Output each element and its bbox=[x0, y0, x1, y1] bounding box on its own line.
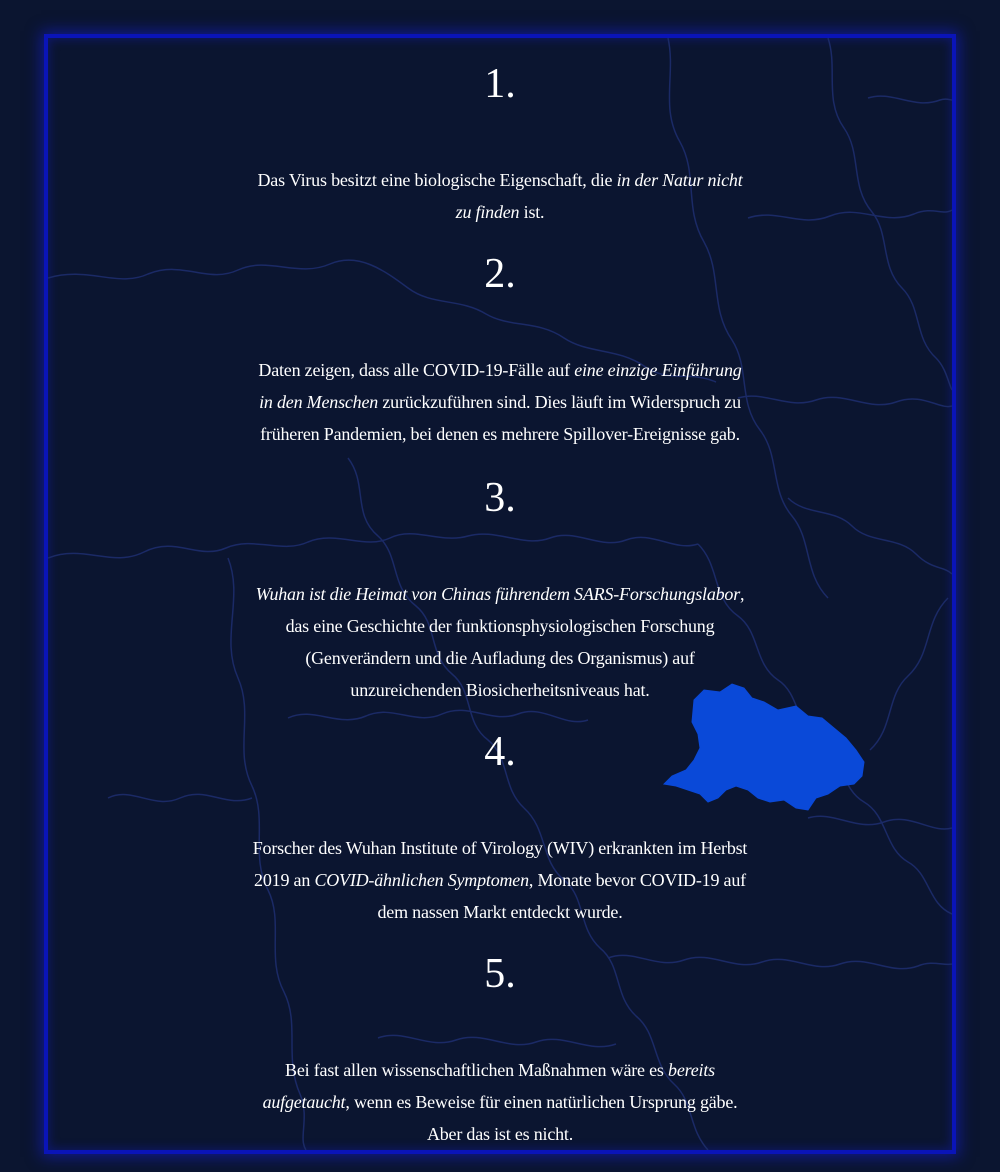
content-frame bbox=[44, 34, 956, 1154]
reason-number: 5. bbox=[484, 951, 516, 997]
text-segment: , wenn es Beweise für einen natürlichen Ursprung gäbe. Aber das ist es nicht. bbox=[345, 1092, 738, 1144]
emphasized-text: in der Natur nicht zu finden bbox=[455, 170, 743, 222]
reason-text bbox=[250, 354, 750, 450]
emphasized-text: Wuhan ist die Heimat von Chinas führendem SARS-Forschungslabor bbox=[255, 584, 741, 604]
reason-text bbox=[250, 1054, 750, 1150]
reason-item bbox=[48, 474, 952, 706]
text-segment: Das Virus besitzt eine biologische Eigenschaft, die bbox=[257, 170, 617, 190]
emphasized-text: COVID-ähnlichen Symptomen bbox=[314, 870, 529, 890]
text-segment: Daten zeigen, dass alle COVID-19-Fälle auf bbox=[258, 360, 575, 380]
reason-number: 3. bbox=[484, 475, 516, 521]
reason-number: 2. bbox=[484, 251, 516, 297]
text-segment: Forscher des Wuhan Institute of Virology (WIV) erkrankten im Herbst 2019 an bbox=[252, 838, 748, 890]
reason-number: 1. bbox=[484, 61, 516, 107]
text-segment: , Monate bevor COVID-19 auf dem nassen Markt entdeckt wurde. bbox=[377, 870, 746, 922]
reason-item bbox=[48, 728, 952, 928]
text-segment: zurückzuführen sind. Dies läuft im Widerspruch zu früheren Pandemien, bei denen es mehrere Spillover-Ereignisse gab. bbox=[260, 392, 741, 444]
reasons-list bbox=[48, 38, 952, 1150]
reason-text bbox=[250, 578, 750, 706]
text-segment: ist. bbox=[519, 202, 545, 222]
reason-item bbox=[48, 950, 952, 1150]
text-segment: Bei fast allen wissenschaftlichen Maßnahmen wäre es bbox=[285, 1060, 669, 1080]
emphasized-text: bereits aufgetaucht bbox=[262, 1060, 715, 1112]
reason-text bbox=[250, 832, 750, 928]
reason-item bbox=[48, 250, 952, 450]
reason-item bbox=[48, 60, 952, 228]
text-segment: , das eine Geschichte der funktionsphysiologischen Forschung (Genverändern und die Aufladung des Organismus) auf unzureichenden Biosicherheitsniveaus hat. bbox=[285, 584, 745, 700]
emphasized-text: eine einzige Einführung in den Menschen bbox=[259, 360, 742, 412]
reason-text bbox=[250, 164, 750, 228]
reason-number: 4. bbox=[484, 729, 516, 775]
